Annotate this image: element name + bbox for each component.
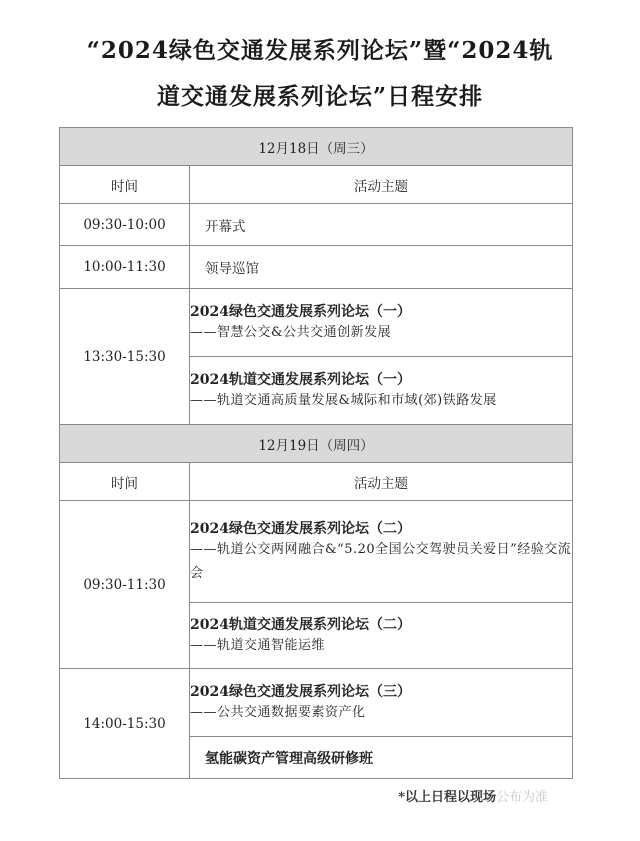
activity-cell: 开幕式 <box>190 204 573 246</box>
document-title-line-1: “2024绿色交通发展系列论坛”暨“2024轨 <box>86 37 554 64</box>
day-header-row <box>60 128 573 166</box>
activity-cell: 领导巡馆 <box>190 246 573 289</box>
footnote-watermark-text: 公布为准 <box>495 790 548 805</box>
footnote <box>398 786 548 805</box>
session-subtitle: ——轨道交通高质量发展&城际和市域(郊)铁路发展 <box>190 392 497 408</box>
table-row <box>60 501 573 603</box>
session-subtitle: ——轨道交通智能运维 <box>190 637 326 653</box>
schedule-table <box>59 127 573 779</box>
time-cell: 09:30-10:00 <box>60 204 190 246</box>
column-header-row <box>60 166 573 204</box>
session-cell <box>190 501 573 603</box>
session-cell <box>190 603 573 669</box>
table-row <box>60 204 573 246</box>
session-title: 2024轨道交通发展系列论坛（一） <box>190 371 411 388</box>
topic-column-header: 活动主题 <box>190 166 573 204</box>
time-cell: 10:00-11:30 <box>60 246 190 289</box>
time-column-header: 时间 <box>60 166 190 204</box>
session-cell <box>190 289 573 357</box>
footnote-text: *以上日程以现场 <box>398 790 496 805</box>
session-title: 2024绿色交通发展系列论坛（三） <box>190 683 411 700</box>
time-cell: 14:00-15:30 <box>60 669 190 779</box>
time-column-header: 时间 <box>60 463 190 501</box>
day-2-date: 12月19日（周四） <box>60 425 573 463</box>
session-subtitle: ——公共交通数据要素资产化 <box>190 704 366 720</box>
day-1-date: 12月18日（周三） <box>60 128 573 166</box>
session-title: 2024轨道交通发展系列论坛（二） <box>190 616 411 633</box>
session-cell <box>190 357 573 425</box>
session-cell <box>190 669 573 737</box>
document-title-line-2: 道交通发展系列论坛”日程安排 <box>156 83 484 110</box>
topic-column-header: 活动主题 <box>190 463 573 501</box>
time-cell: 09:30-11:30 <box>60 501 190 669</box>
table-row <box>60 669 573 737</box>
session-subtitle: ——轨道公交两网融合&“5.20全国公交驾驶员关爱日”经验交流会 <box>190 541 572 581</box>
session-cell <box>190 737 573 779</box>
day-header-row <box>60 425 573 463</box>
column-header-row <box>60 463 573 501</box>
table-row <box>60 246 573 289</box>
table-row <box>60 289 573 357</box>
session-title: 2024绿色交通发展系列论坛（一） <box>190 303 411 320</box>
session-title: 氢能碳资产管理高级研修班 <box>205 750 373 767</box>
session-title: 2024绿色交通发展系列论坛（二） <box>190 520 411 537</box>
session-subtitle: ——智慧公交&公共交通创新发展 <box>190 324 392 340</box>
time-cell: 13:30-15:30 <box>60 289 190 425</box>
